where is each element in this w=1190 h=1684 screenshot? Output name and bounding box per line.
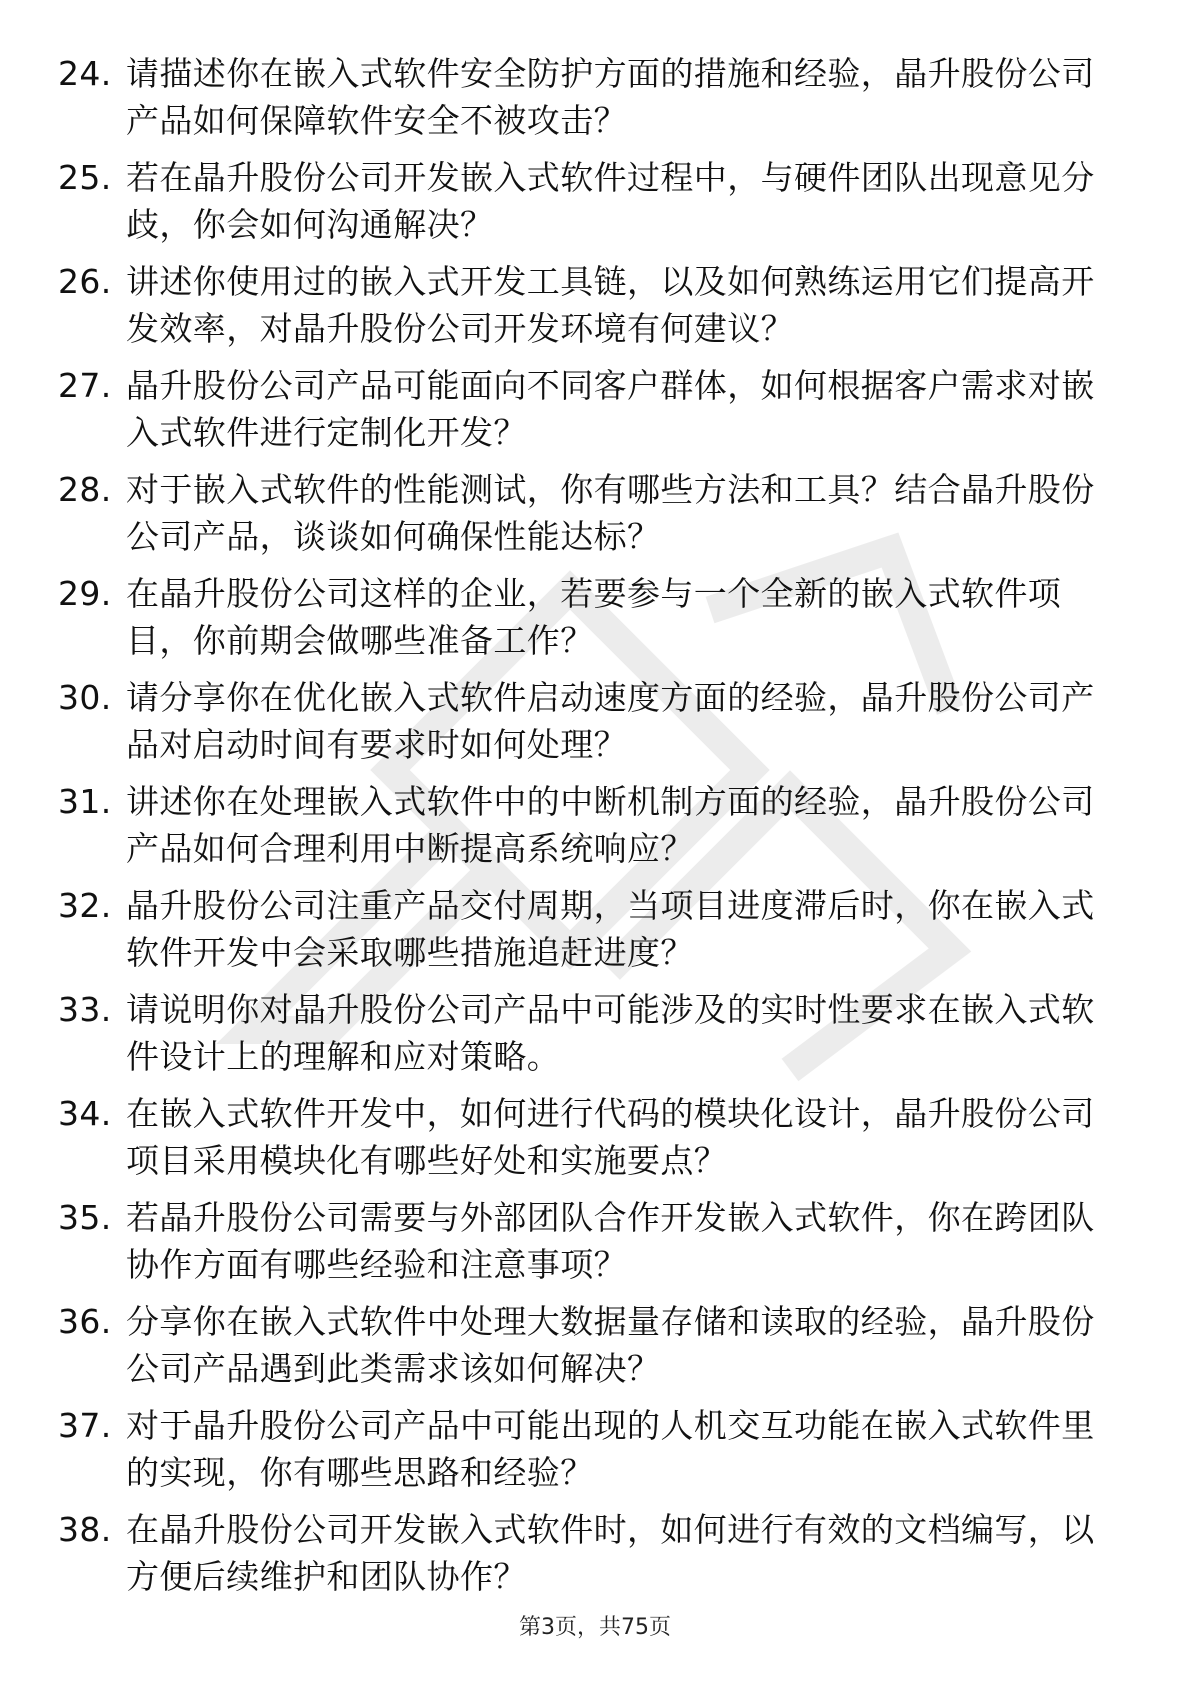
- question-number: 30.: [58, 678, 112, 717]
- question-number: 24.: [58, 54, 112, 93]
- question-text: 在嵌入式软件开发中，如何进行代码的模块化设计，晶升股份公司项目采用模块化有哪些好处和实施要点？: [126, 1094, 1095, 1180]
- question-number: 38.: [58, 1510, 112, 1549]
- question-number: 26.: [58, 262, 112, 301]
- question-item: [58, 1194, 1118, 1288]
- question-text: 请描述你在嵌入式软件安全防护方面的措施和经验，晶升股份公司产品如何保障软件安全不被攻击？: [126, 54, 1095, 140]
- question-number: 29.: [58, 574, 112, 613]
- question-text: 若晶升股份公司需要与外部团队合作开发嵌入式软件，你在跨团队协作方面有哪些经验和注意事项？: [126, 1198, 1095, 1284]
- question-number: 25.: [58, 158, 112, 197]
- question-text: 在晶升股份公司这样的企业，若要参与一个全新的嵌入式软件项目，你前期会做哪些准备工作？: [126, 574, 1062, 660]
- page-footer: 第3页，共75页: [519, 1615, 671, 1640]
- question-item: [58, 154, 1118, 248]
- question-text: 分享你在嵌入式软件中处理大数据量存储和读取的经验，晶升股份公司产品遇到此类需求该如何解决？: [126, 1302, 1095, 1388]
- question-number: 35.: [58, 1198, 112, 1237]
- question-text: 若在晶升股份公司开发嵌入式软件过程中，与硬件团队出现意见分歧，你会如何沟通解决？: [126, 158, 1095, 244]
- question-text: 晶升股份公司产品可能面向不同客户群体，如何根据客户需求对嵌入式软件进行定制化开发？: [126, 366, 1095, 452]
- question-item: [58, 1090, 1118, 1184]
- question-number: 27.: [58, 366, 112, 405]
- question-text: 晶升股份公司注重产品交付周期，当项目进度滞后时，你在嵌入式软件开发中会采取哪些措施追赶进度？: [126, 886, 1095, 972]
- question-list: [58, 50, 1118, 1610]
- question-number: 37.: [58, 1406, 112, 1445]
- question-item: [58, 258, 1118, 352]
- question-text: 讲述你使用过的嵌入式开发工具链，以及如何熟练运用它们提高开发效率，对晶升股份公司开发环境有何建议？: [126, 262, 1095, 348]
- question-text: 讲述你在处理嵌入式软件中的中断机制方面的经验，晶升股份公司产品如何合理利用中断提高系统响应？: [126, 782, 1095, 868]
- question-number: 28.: [58, 470, 112, 509]
- question-number: 31.: [58, 782, 112, 821]
- question-item: [58, 986, 1118, 1080]
- question-number: 34.: [58, 1094, 112, 1133]
- question-item: [58, 570, 1118, 664]
- question-item: [58, 1402, 1118, 1496]
- question-item: [58, 674, 1118, 768]
- question-item: [58, 466, 1118, 560]
- question-number: 36.: [58, 1302, 112, 1341]
- question-text: 对于晶升股份公司产品中可能出现的人机交互功能在嵌入式软件里的实现，你有哪些思路和经验？: [126, 1406, 1095, 1492]
- question-number: 32.: [58, 886, 112, 925]
- question-item: [58, 1298, 1118, 1392]
- question-item: [58, 362, 1118, 456]
- question-item: [58, 50, 1118, 144]
- question-text: 在晶升股份公司开发嵌入式软件时，如何进行有效的文档编写，以方便后续维护和团队协作？: [126, 1510, 1095, 1596]
- question-text: 对于嵌入式软件的性能测试，你有哪些方法和工具？结合晶升股份公司产品，谈谈如何确保性能达标？: [126, 470, 1095, 556]
- question-text: 请分享你在优化嵌入式软件启动速度方面的经验，晶升股份公司产品对启动时间有要求时如何处理？: [126, 678, 1095, 764]
- question-number: 33.: [58, 990, 112, 1029]
- question-item: [58, 1506, 1118, 1600]
- question-item: [58, 778, 1118, 872]
- question-item: [58, 882, 1118, 976]
- question-text: 请说明你对晶升股份公司产品中可能涉及的实时性要求在嵌入式软件设计上的理解和应对策略。: [126, 990, 1095, 1076]
